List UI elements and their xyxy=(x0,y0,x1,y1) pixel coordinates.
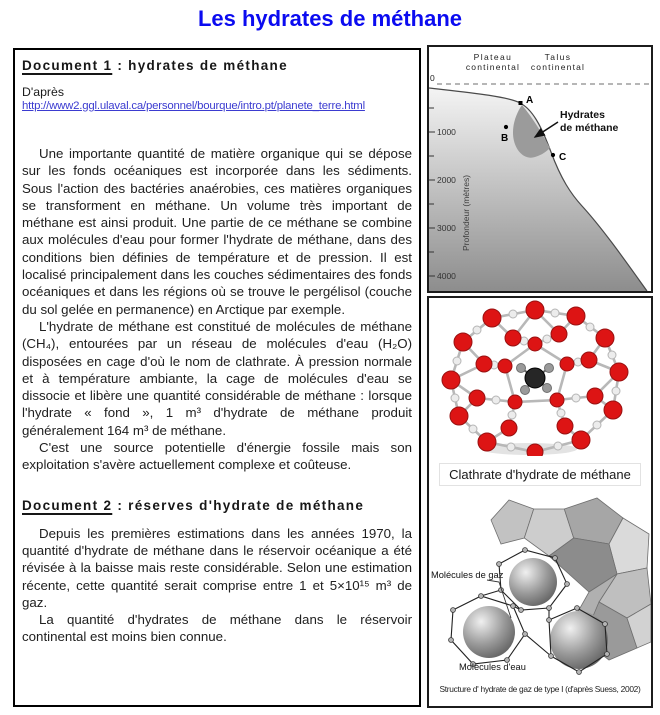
source-link[interactable]: http://www2.ggl.ulaval.ca/personnel/bourque/intro.pt/planete_terre.html xyxy=(22,100,365,112)
y-axis-label: Profondeur (mètres) xyxy=(461,174,471,252)
plateau-label-line2: continental xyxy=(465,62,521,72)
clathrate-figure xyxy=(429,298,651,456)
tick-label-1000: 1000 xyxy=(437,127,456,137)
zone-labels xyxy=(466,52,585,72)
doc1-paragraph-1: Une importante quantité de matière organique qui se dépose sur les fonds océaniques est incorporée dans les sédiments. Sous l'action des bactéries anaérobies, ces matières organiques se transforment en méthane. Un volume très important de méthane est ainsi produit. Une partie de ce méthane se combine aux molécules d'eau pour former l'hydrate de méthane, dans des conditions bien définies de température et de pression. Il est localisé principalement dans les couches sédimentaires des fonds océaniques et dans les régions où se trouve le pergélisol (couche du sol gelée en permanence) en Arctique par exemple. xyxy=(22,146,412,317)
doc1-heading-label: Document 1 xyxy=(22,58,113,73)
depth-chart-svg xyxy=(429,47,651,291)
gas-molecules-label: Molécules de gaz xyxy=(431,570,504,580)
page-title: Les hydrates de méthane xyxy=(197,6,463,31)
type1-structure-figure xyxy=(429,492,651,678)
point-b-label: B xyxy=(501,133,509,144)
water-molecules-label: Molécules d'eau xyxy=(459,662,526,672)
documents-panel xyxy=(13,48,421,707)
type1-structure-caption: Structure d' hydrate de gaz de type I (d'après Suess, 2002) xyxy=(439,684,641,694)
depth-chart-figure xyxy=(427,45,653,293)
molecule-figures-panel xyxy=(427,296,653,708)
talus-label-line2: continental xyxy=(530,62,586,72)
doc1-heading-rest: : hydrates de méthane xyxy=(112,58,288,73)
doc2-paragraph-1: Depuis les premières estimations dans les années 1970, la quantité d'hydrate de méthane dans le réservoir océanique a été révisée à la baisse mais reste considérable. Selon une estimation récente, cette quantité serait comprise entre 1 et 5×10¹⁵ m³ de gaz. xyxy=(22,525,412,610)
point-a-label: A xyxy=(526,95,534,106)
point-c-label: C xyxy=(559,152,567,163)
doc2-heading-label: Document 2 xyxy=(22,497,113,513)
annotation-line1: Hydrates xyxy=(560,109,605,121)
methane-molecule xyxy=(517,364,554,395)
doc1-paragraph-2: L'hydrate de méthane est constitué de molécules de méthane (CH₄), entourées par un réseau de molécules d'eau (H₂O) disposées en cage d'où le nom de clathrate. À pression normale et à température ambiante, la cage de molécules d'eau se dissocie et libère une quantité considérable de méthane : lorsque l'hydrate « fond », 1 m³ d'hydrate de méthane produit généralement 164 m³ de méthane. xyxy=(22,318,412,438)
tick-label-3000: 3000 xyxy=(437,223,456,233)
hydrates-annotation xyxy=(535,109,619,137)
tick-label-4000: 4000 xyxy=(437,271,456,281)
talus-label-line1: Talus xyxy=(544,52,572,62)
doc2-paragraph-2: La quantité d'hydrates de méthane dans le réservoir continental est moins bien connue. xyxy=(22,612,412,645)
doc2-heading-rest: : réserves d'hydrate de méthane xyxy=(112,497,365,513)
annotation-line2: de méthane xyxy=(560,122,619,134)
doc1-heading xyxy=(22,58,412,73)
doc2-heading xyxy=(22,498,412,513)
doc1-paragraph-3: C'est une source potentielle d'énergie fossile mais son exploitation s'avère actuellement complexe et coûteuse. xyxy=(22,440,412,473)
tick-label-0: 0 xyxy=(430,73,435,83)
doc1-source-prefix: D'après xyxy=(22,85,64,99)
tick-label-2000: 2000 xyxy=(437,175,456,185)
clathrate-caption: Clathrate d'hydrate de méthane xyxy=(439,463,641,486)
plateau-label-line1: Plateau xyxy=(473,52,513,62)
point-a xyxy=(519,95,534,106)
